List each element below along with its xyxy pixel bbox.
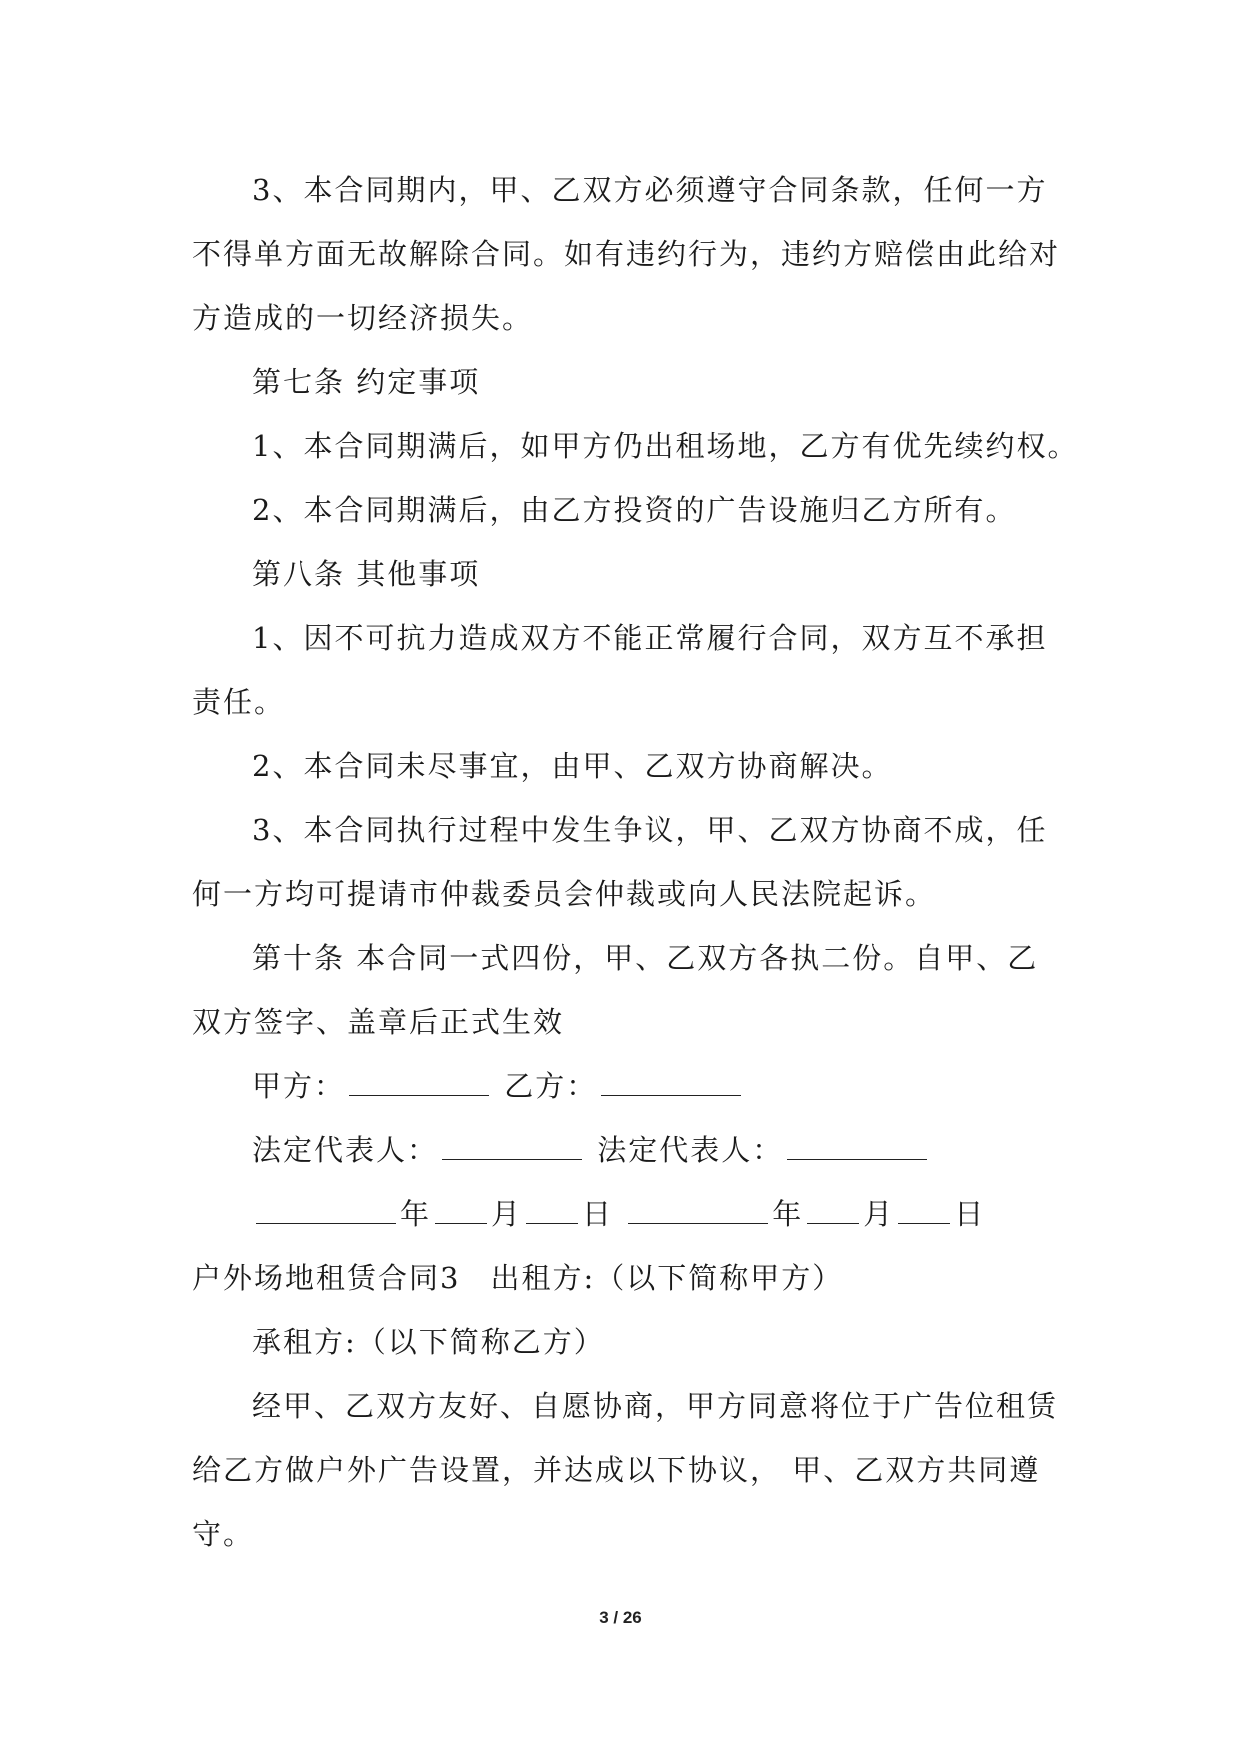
date-a-year-blank[interactable] bbox=[256, 1205, 396, 1224]
party-b-blank[interactable] bbox=[601, 1077, 741, 1096]
paragraph-line: 1、本合同期满后，如甲方仍出租场地，乙方有优先续约权。 bbox=[252, 429, 1079, 463]
month-label: 月 bbox=[491, 1197, 523, 1231]
paragraph-line: 不得单方面无故解除合同。如有违约行为，违约方赔偿由此给对 bbox=[192, 237, 1061, 271]
date-a-day-blank[interactable] bbox=[526, 1205, 578, 1224]
paragraph-line: 方造成的一切经济损失。 bbox=[192, 301, 534, 335]
paragraph-line: 3、本合同期内，甲、乙双方必须遵守合同条款，任何一方 bbox=[252, 173, 1048, 207]
year-label: 年 bbox=[400, 1197, 432, 1231]
paragraph-line: 3、本合同执行过程中发生争议，甲、乙双方协商不成，任 bbox=[252, 813, 1048, 847]
party-a-label: 甲方： bbox=[252, 1069, 346, 1103]
date-b-day-blank[interactable] bbox=[898, 1205, 950, 1224]
second-contract-title: 户外场地租赁合同3 bbox=[192, 1261, 461, 1295]
year-label: 年 bbox=[772, 1197, 804, 1231]
date-b-year-blank[interactable] bbox=[628, 1205, 768, 1224]
paragraph-line: 1、因不可抗力造成双方不能正常履行合同，双方互不承担 bbox=[252, 621, 1048, 655]
paragraph-line: 双方签字、盖章后正式生效 bbox=[192, 1005, 565, 1039]
signature-representatives-row bbox=[192, 1118, 1052, 1182]
month-label: 月 bbox=[863, 1197, 895, 1231]
page-number: 3 / 26 bbox=[599, 1608, 642, 1627]
rep-a-blank[interactable] bbox=[442, 1141, 582, 1160]
paragraph-line: 守。 bbox=[192, 1517, 255, 1551]
paragraph-line: 经甲、乙双方友好、自愿协商，甲方同意将位于广告位租赁 bbox=[252, 1389, 1059, 1423]
rep-b-blank[interactable] bbox=[787, 1141, 927, 1160]
section-heading-article-10: 第十条 本合同一式四份，甲、乙双方各执二份。自甲、乙 bbox=[252, 941, 1039, 975]
rep-b-label: 法定代表人： bbox=[597, 1133, 784, 1167]
section-heading-article-7: 第七条 约定事项 bbox=[252, 365, 481, 399]
party-b-label: 乙方： bbox=[504, 1069, 598, 1103]
day-label: 日 bbox=[582, 1197, 614, 1231]
section-heading-article-8: 第八条 其他事项 bbox=[252, 557, 481, 591]
rep-a-label: 法定代表人： bbox=[252, 1133, 439, 1167]
date-a-month-blank[interactable] bbox=[435, 1205, 487, 1224]
second-contract-title-row bbox=[192, 1246, 1052, 1310]
paragraph-line: 何一方均可提请市仲裁委员会仲裁或向人民法院起诉。 bbox=[192, 877, 937, 911]
lessor-line: 出租方:（以下简称甲方） bbox=[490, 1261, 844, 1295]
paragraph-line: 2、本合同期满后，由乙方投资的广告设施归乙方所有。 bbox=[252, 493, 1017, 527]
signature-dates-row bbox=[192, 1182, 1052, 1246]
lessee-line: 承租方:（以下简称乙方） bbox=[252, 1325, 605, 1359]
party-a-blank[interactable] bbox=[349, 1077, 489, 1096]
paragraph-line: 给乙方做户外广告设置，并达成以下协议， 甲、乙双方共同遵 bbox=[192, 1453, 1041, 1487]
date-b-month-blank[interactable] bbox=[807, 1205, 859, 1224]
paragraph-line: 责任。 bbox=[192, 685, 286, 719]
day-label: 日 bbox=[954, 1197, 986, 1231]
document-body bbox=[192, 158, 1079, 1566]
paragraph-line: 2、本合同未尽事宜，由甲、乙双方协商解决。 bbox=[252, 749, 893, 783]
signature-parties-row bbox=[192, 1054, 1052, 1118]
